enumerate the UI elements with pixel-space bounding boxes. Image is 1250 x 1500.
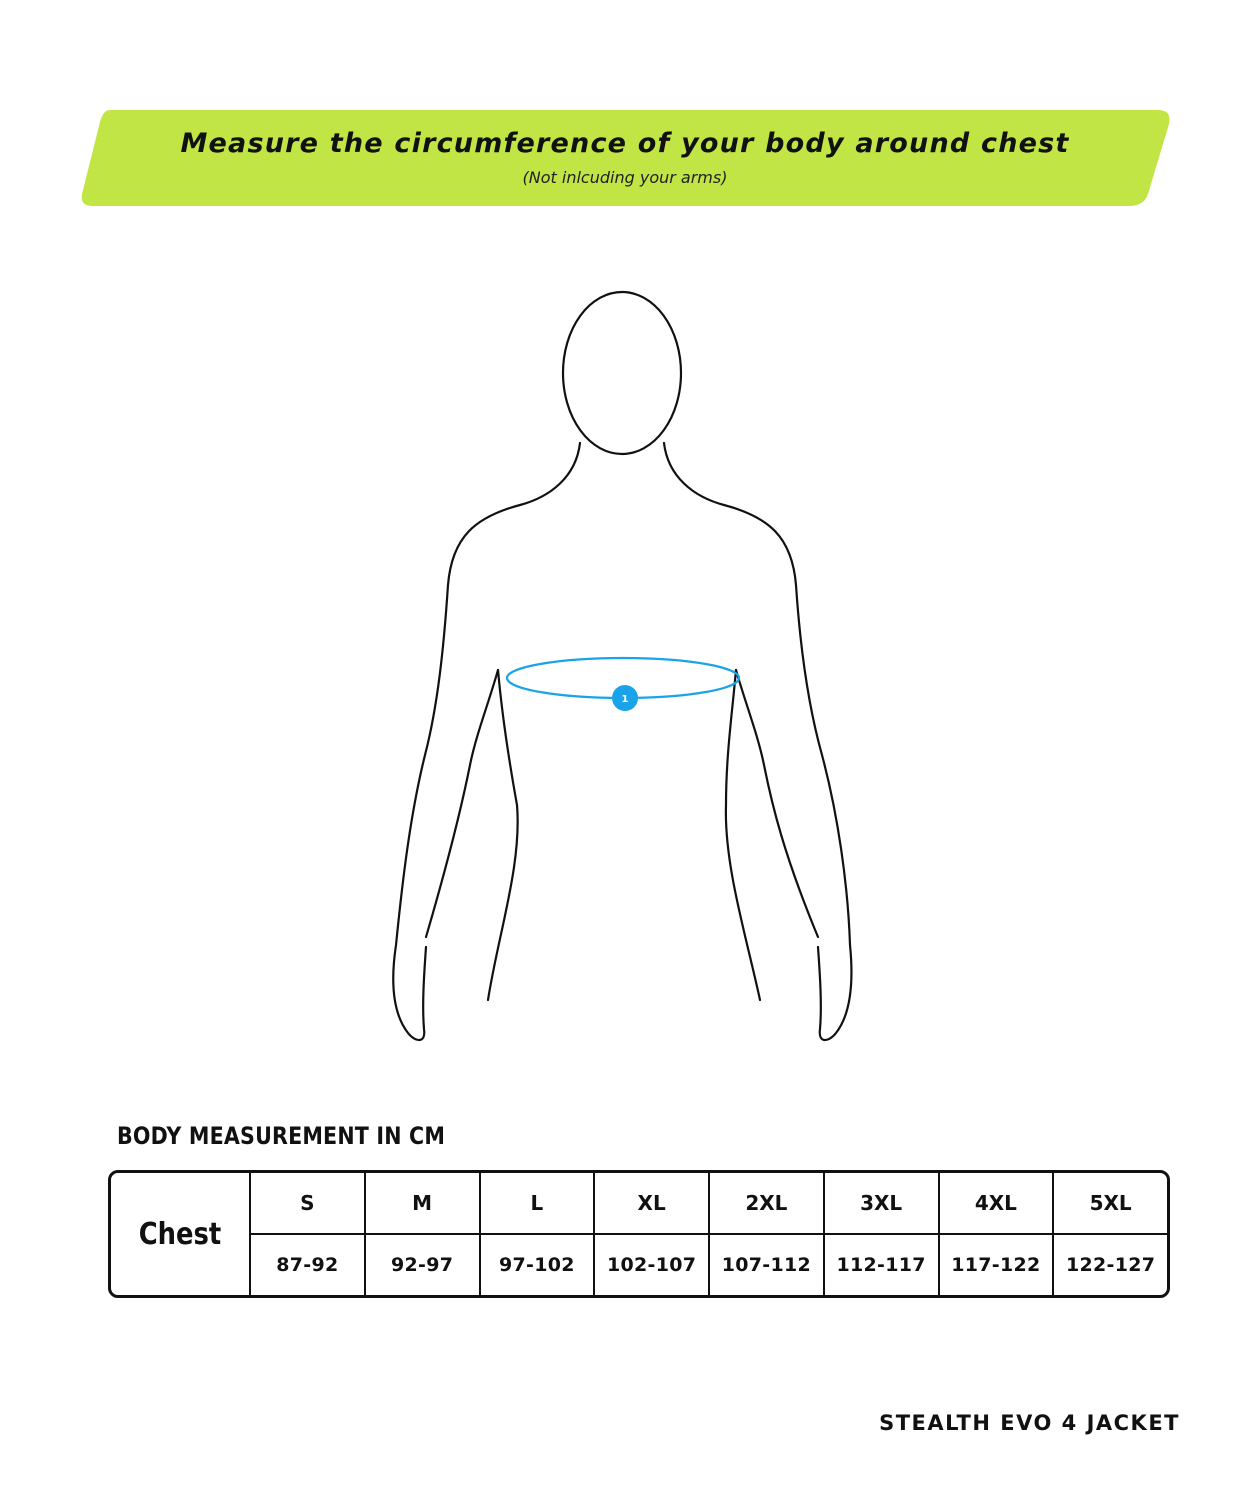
size-column (940, 1173, 1055, 1295)
size-columns (251, 1173, 1167, 1295)
size-header: M (366, 1173, 479, 1235)
size-value: 92-97 (390, 1254, 454, 1276)
measure-marker-label: 1 (621, 694, 629, 705)
body-figure (380, 285, 880, 1059)
size-column (366, 1173, 481, 1295)
size-column (595, 1173, 710, 1295)
banner-title: Measure the circumference of your body around chest (180, 128, 1070, 159)
size-header: 2XL (710, 1173, 823, 1235)
size-value: 107-112 (721, 1254, 812, 1276)
size-header: 4XL (940, 1173, 1053, 1235)
size-value: 112-117 (836, 1254, 926, 1276)
size-column (1054, 1173, 1167, 1295)
left-inner-arm (426, 670, 498, 937)
size-value: 97-102 (498, 1254, 575, 1276)
left-torso-side (488, 670, 518, 1000)
head-outline (563, 292, 681, 454)
size-header: 5XL (1054, 1173, 1167, 1235)
row-label (111, 1173, 251, 1295)
right-torso-side (726, 670, 760, 1000)
size-header: XL (595, 1173, 708, 1235)
row-label-text: Chest (138, 1216, 222, 1252)
size-column (825, 1173, 940, 1295)
left-outline (393, 443, 580, 1040)
size-header: S (251, 1173, 364, 1235)
size-value: 122-127 (1065, 1254, 1156, 1276)
body-outline-icon (380, 285, 880, 1055)
size-header: L (481, 1173, 594, 1235)
size-column (251, 1173, 366, 1295)
right-inner-arm (736, 670, 818, 937)
size-value: 87-92 (276, 1254, 339, 1276)
banner-subtitle: (Not inlcuding your arms) (522, 168, 728, 187)
measurement-title: BODY MEASUREMENT IN CM (117, 1122, 446, 1150)
size-table (108, 1170, 1170, 1298)
size-value: 117-122 (951, 1254, 1041, 1276)
size-column (710, 1173, 825, 1295)
product-name: STEALTH EVO 4 JACKET (879, 1411, 1180, 1435)
size-value: 102-107 (606, 1254, 697, 1276)
size-column (481, 1173, 596, 1295)
instruction-banner (80, 108, 1170, 208)
size-header: 3XL (825, 1173, 938, 1235)
